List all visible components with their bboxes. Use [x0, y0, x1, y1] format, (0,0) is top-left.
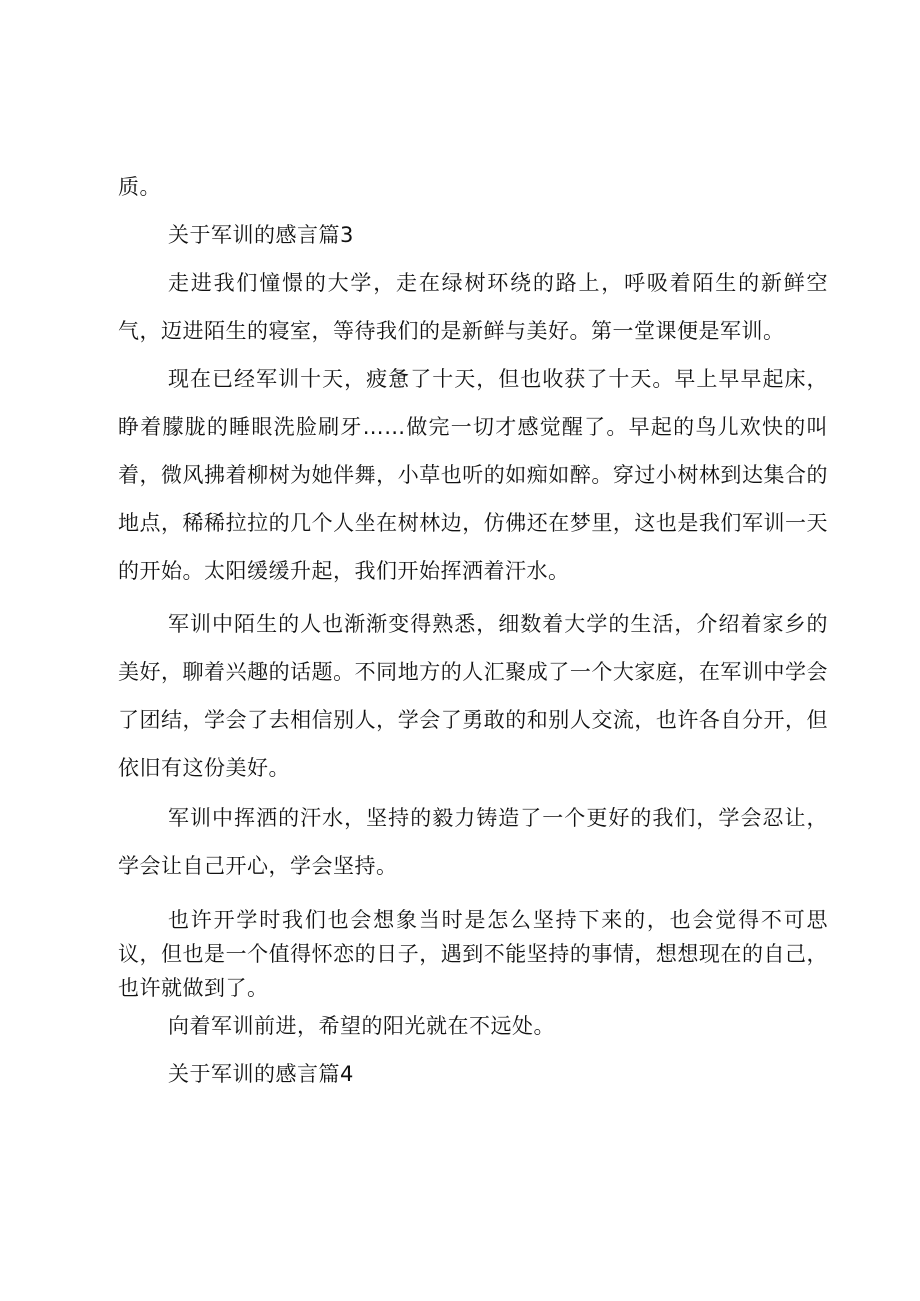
paragraph-2: 现在已经军训十天，疲惫了十天，但也收获了十天。早上早早起床，睁着朦胧的睡眼洗脸刷牙……做完一切才感觉醒了。早起的鸟儿欢快的叫着，微风拂着柳树为她伴舞，小草也听的如痴如醉。穿过小树林到达集合的地点，稀稀拉拉的几个人坐在树林边，仿佛还在梦里，这也是我们军训一天的开始。太阳缓缓升起，我们开始挥洒着汗水。 — [118, 367, 828, 583]
paragraph-6: 向着军训前进，希望的阳光就在不远处。 — [168, 1014, 555, 1038]
section-4-title: 关于军训的感言篇4 — [168, 1062, 354, 1086]
paragraph-3: 军训中陌生的人也渐渐变得熟悉，细数着大学的生活，介绍着家乡的美好，聊着兴趣的话题。不同地方的人汇聚成了一个大家庭，在军训中学会了团结，学会了去相信别人，学会了勇敢的和别人交流，也许各自分开，但依旧有这份美好。 — [118, 612, 828, 780]
paragraph-5: 也许开学时我们也会想象当时是怎么坚持下来的，也会觉得不可思议，但也是一个值得怀恋的日子，遇到不能坚持的事情，想想现在的自己，也许就做到了。 — [118, 908, 828, 1000]
section-3-title: 关于军训的感言篇3 — [168, 223, 354, 247]
fragment-text: 质。 — [118, 175, 161, 199]
paragraph-1: 走进我们憧憬的大学，走在绿树环绕的路上，呼吸着陌生的新鲜空气，迈进陌生的寝室，等待我们的是新鲜与美好。第一堂课便是军训。 — [118, 271, 828, 343]
paragraph-4: 军训中挥洒的汗水，坚持的毅力铸造了一个更好的我们，学会忍让，学会让自己开心，学会坚持。 — [118, 806, 828, 878]
